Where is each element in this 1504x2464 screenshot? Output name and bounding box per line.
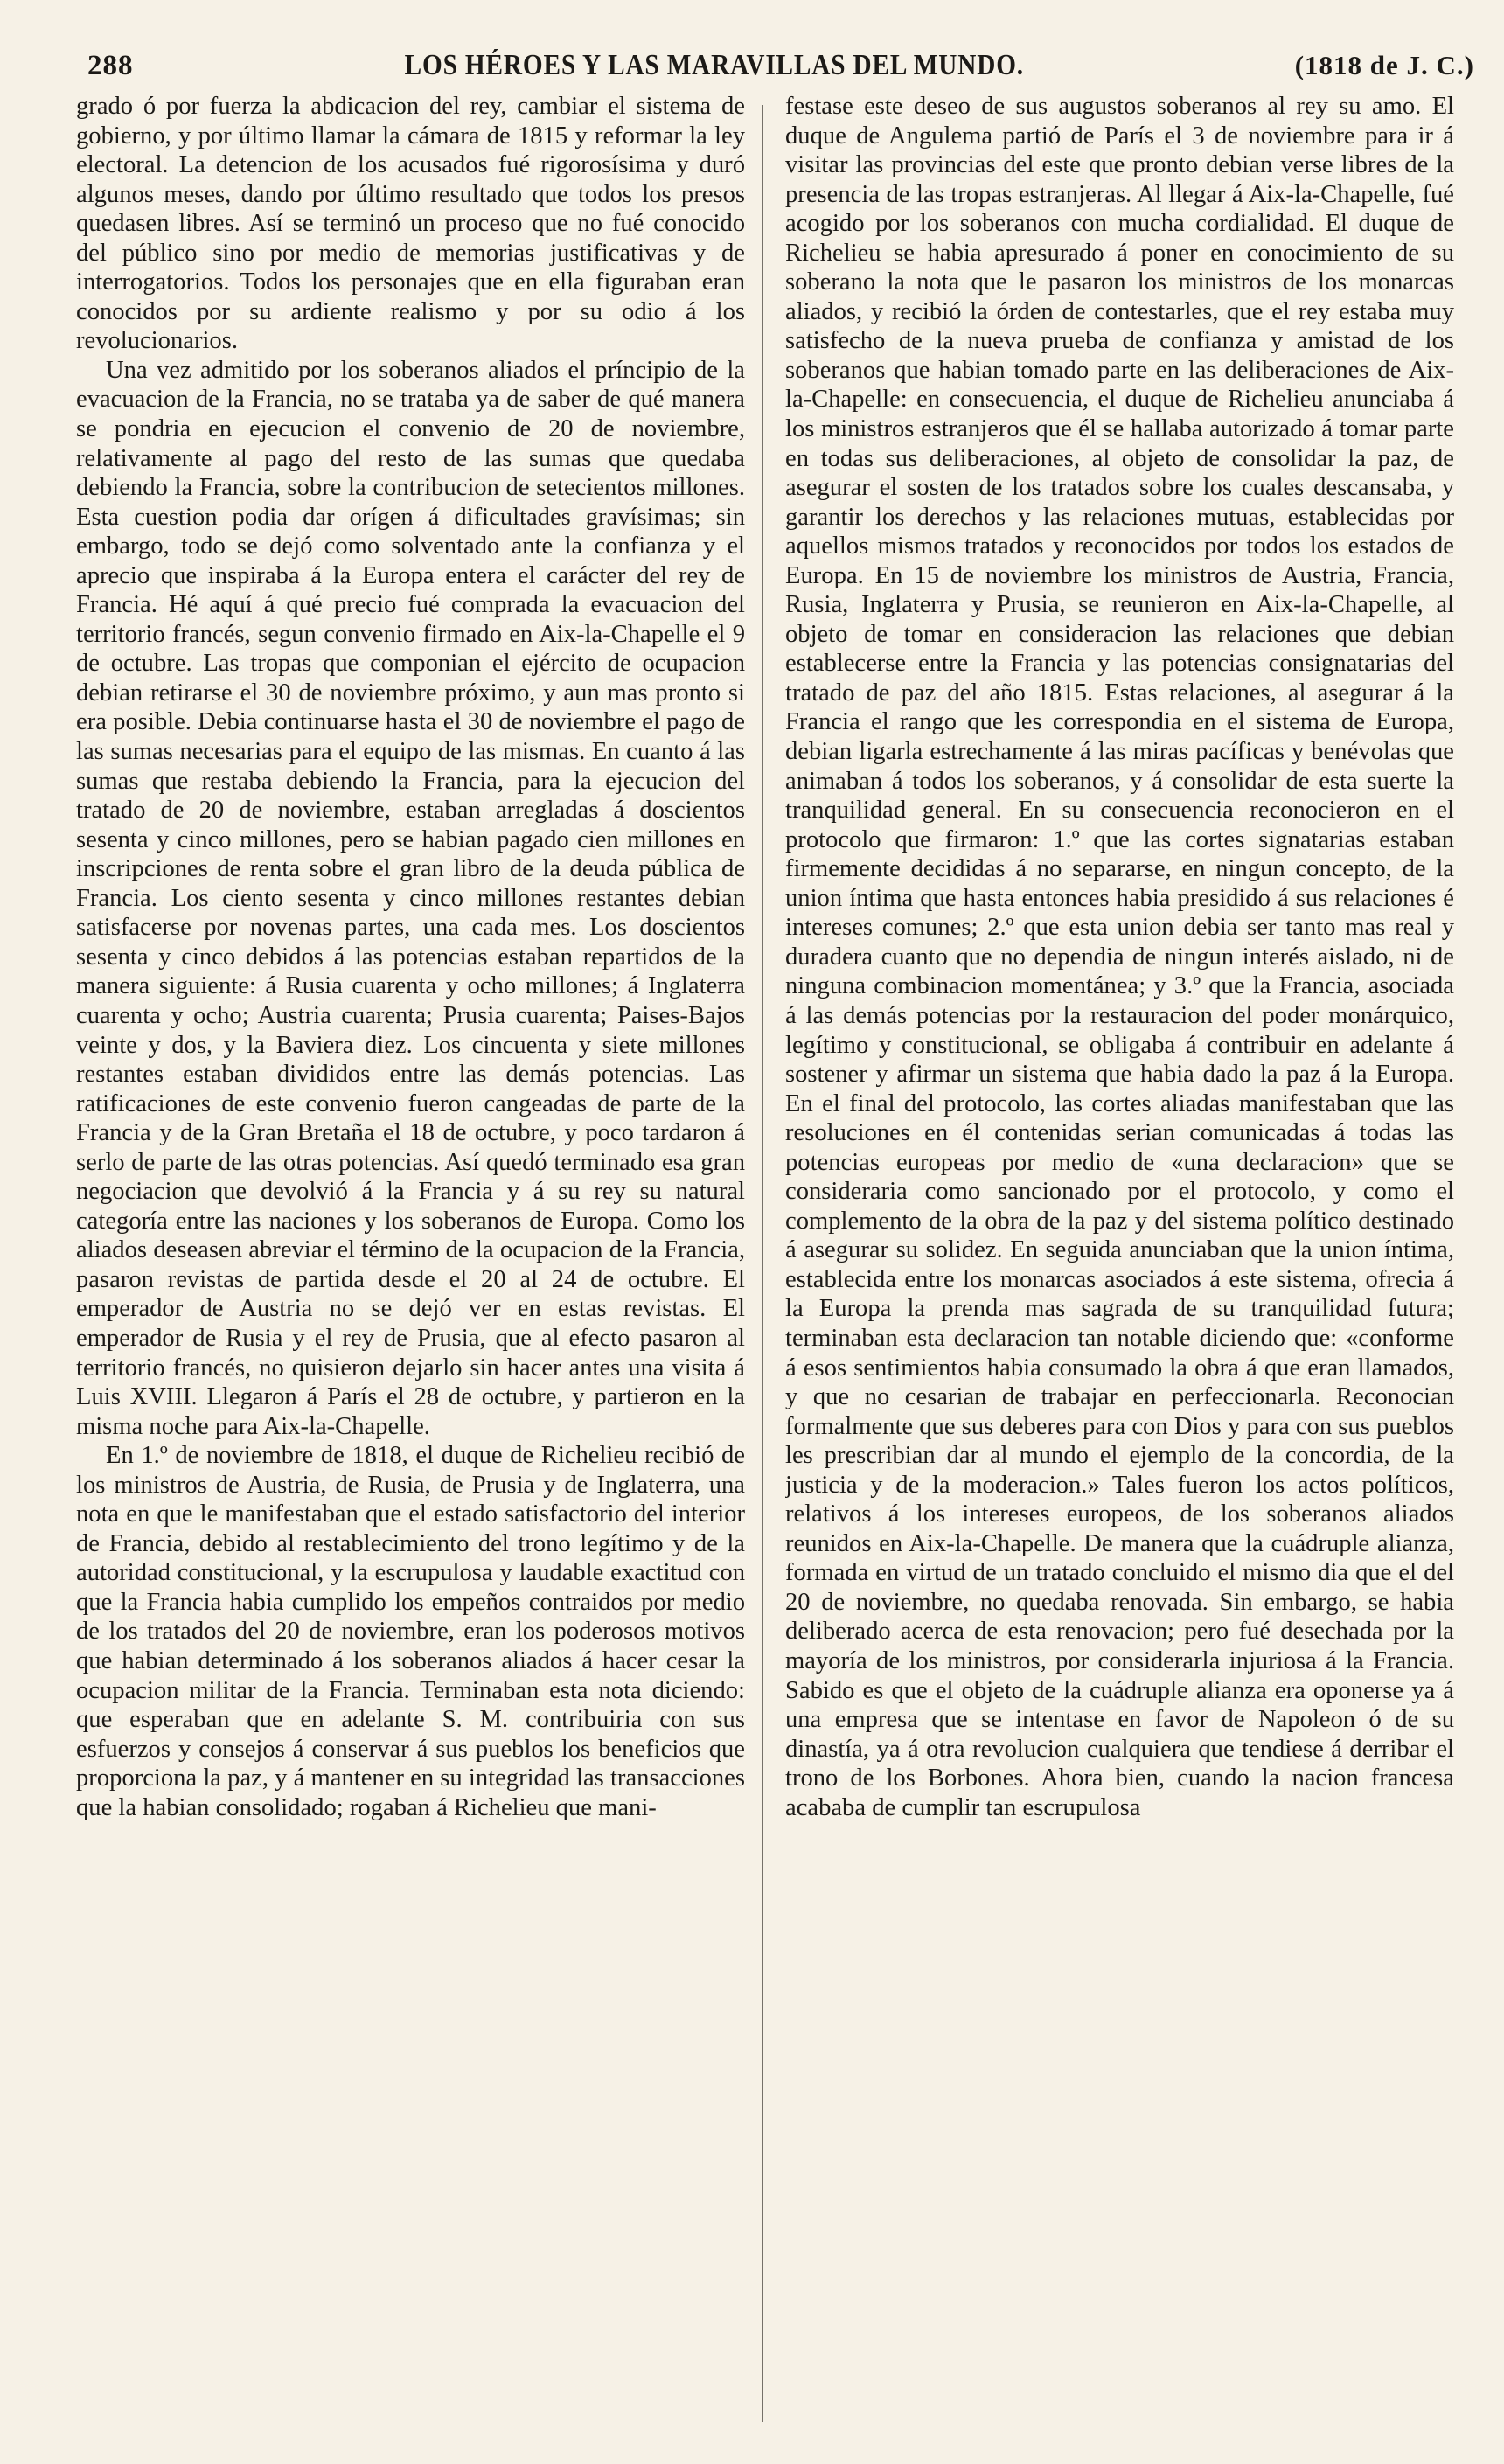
paragraph: En 1.º de noviembre de 1818, el duque de Richelieu recibió de los ministros de Austria, de Rusia, de Prusia y de Inglaterra, una nota en que le manifestaban que el estado satisfactorio del interior de Francia, debido al restablecimiento del trono legítimo y de la autoridad constitucional, y la escrupulosa y laudable exactitud con que la Francia habia cumplido los empeños contraidos por medio de los tratados del 20 de noviembre, eran los poderosos motivos que habian determinado á los soberanos aliados á hacer cesar la ocupacion militar de la Francia. Terminaban esta nota diciendo: que esperaban que en adelante S. M. contribuiria con sus esfuerzos y consejos á conservar á sus pueblos los beneficios que proporciona la paz, y á mantener en su integridad las transacciones que la habian consolidado; rogaban á Richelieu que mani- [76, 1442, 745, 1821]
page-number: 288 [87, 50, 134, 81]
left-column [76, 92, 745, 2444]
paragraph: grado ó por fuerza la abdicacion del rey, cambiar el sistema de gobierno, y por último llamar la cámara de 1815 y reformar la ley electoral. La detencion de los acusados fué rigorosísima y duró algunos meses, dando por último resultado que todos los presos quedasen libres. Así se terminó un proceso que no fué conocido del público sino por medio de memorias justificativas y de interrogatorios. Todos los personajes que en ella figuraban eran conocidos por su ardiente realismo y por su odio á los revolucionarios. [76, 93, 745, 355]
date-reference: (1818 de J. C.) [1294, 50, 1474, 80]
page-header [87, 49, 1474, 89]
paragraph: Una vez admitido por los soberanos aliados el príncipio de la evacuacion de la Francia, no se trataba ya de saber de qué manera se pondria en ejecucion el convenio de 20 de noviembre, relativamente al pago del resto de las sumas que quedaba debiendo la Francia, sobre la contribucion de setecientos millones. Esta cuestion podia dar orígen á dificultades gravísimas; sin embargo, todo se dejó como solventado ante la confianza y el aprecio que inspiraba á la Europa entera el carácter del rey de Francia. Hé aquí á qué precio fué comprada la evacuacion del territorio francés, segun convenio firmado en Aix-la-Chapelle el 9 de octubre. Las tropas que componian el ejército de ocupacion debian retirarse el 30 de noviembre próximo, y aun mas pronto si era posible. Debia continuarse hasta el 30 de noviembre el pago de las sumas necesarias para el equipo de las mismas. En cuanto á las sumas que restaba debiendo la Francia, para la ejecucion del tratado de 20 de noviembre, estaban arregladas á doscientos sesenta y cinco millones, pero se habian pagado cien millones en inscripciones de renta sobre el gran libro de la deuda pública de Francia. Los ciento sesenta y cinco millones restantes debian satisfacerse por novenas partes, una cada mes. Los doscientos sesenta y cinco debidos á las potencias estaban repartidos de la manera siguiente: á Rusia cuarenta y ocho millones; á Inglaterra cuarenta y ocho; Austria cuarenta; Prusia cuarenta; Paises-Bajos veinte y dos, y la Baviera diez. Los cincuenta y siete millones restantes estaban divididos entre las demás potencias. Las ratificaciones de este convenio fueron cangeadas de parte de la Francia y de la Gran Bretaña el 18 de octubre, y poco tardaron á serlo de parte de las otras potencias. Así quedó terminado esa gran negociacion que devolvió á la Francia y á su rey su natural categoría entre las naciones y los soberanos de Europa. Como los aliados deseasen abreviar el término de la ocupacion de la Francia, pasaron revistas de partida desde el 20 al 24 de octubre. El emperador de Austria no se dejó ver en estas revistas. El emperador de Rusia y el rey de Prusia, que al efecto pasaron al territorio francés, no quisieron dejarlo sin hacer antes una visita á Luis XVIII. Llegaron á París el 28 de octubre, y partieron en la misma noche para Aix-la-Chapelle. [76, 356, 745, 1440]
column-divider [762, 105, 763, 2422]
right-column [785, 92, 1454, 2444]
running-title: LOS HÉROES Y LAS MARAVILLAS DEL MUNDO. [404, 49, 1024, 81]
paragraph: festase este deseo de sus augustos soberanos al rey su amo. El duque de Angulema partió de París el 3 de noviembre para ir á visitar las provincias del este que pronto debian verse libres de la presencia de las tropas estranjeras. Al llegar á Aix-la-Chapelle, fué acogido por los soberanos con mucha cordialidad. El duque de Richelieu se habia apresurado á poner en conocimiento de su soberano la nota que le pasaron los ministros de los monarcas aliados, y recibió la órden de contestarles, que el rey estaba muy satisfecho de la nueva prueba de confianza y amistad de los soberanos que habian tomado parte en las deliberaciones de Aix-la-Chapelle: en consecuencia, el duque de Richelieu anunciaba á los ministros estranjeros que él se hallaba autorizado á tomar parte en todas sus deliberaciones, al objeto de consolidar la paz, de asegurar el sosten de los tratados sobre los cuales descansaba, y garantir los derechos y las relaciones mutuas, establecidas por aquellos mismos tratados y reconocidos por todos los estados de Europa. En 15 de noviembre los ministros de Austria, Francia, Rusia, Inglaterra y Prusia, se reunieron en Aix-la-Chapelle, al objeto de tomar en consideracion las relaciones que debian establecerse entre la Francia y las potencias consignatarias del tratado de paz del año 1815. Estas relaciones, al asegurar á la Francia el rango que les correspondia en el sistema de Europa, debian ligarla estrechamente á las miras pacíficas y benévolas que animaban á todos los soberanos, y á consolidar de esta suerte la tranquilidad general. En su consecuencia reconocieron en el protocolo que firmaron: 1.º que las cortes signatarias estaban firmemente decididas á no separarse, en ningun concepto, de la union íntima que hasta entonces habia presidido á sus relaciones é intereses comunes; 2.º que esta union debia ser tanto mas real y duradera cuanto que no dependia de ningun interés aislado, ni de ninguna combinacion momentánea; y 3.º que la Francia, asociada á las demás potencias por la restauracion del poder monárquico, legítimo y constitucional, se obligaba á contribuir en adelante á sostener y afirmar un sistema que habia dado la paz á la Europa. En el final del protocolo, las cortes aliadas manifestaban que las resoluciones en él contenidas serian comunicadas á todas las potencias europeas por medio de «una declaracion» que se consideraria como sancionado por el protocolo, y como el complemento de la obra de la paz y del sistema político destinado á asegurar su solidez. En seguida anunciaban que la union íntima, establecida entre los monarcas asociados á este sistema, ofrecia á la Europa la prenda mas sagrada de su tranquilidad futura; terminaban esta declaracion tan notable diciendo que: «conforme á esos sentimientos habia consumado la obra á que eran llamados, y que no cesarian de trabajar en perfeccionarla. Reconocian formalmente que sus deberes para con Dios y para con sus pueblos les prescribian dar al mundo el ejemplo de la concordia, de la justicia y de la moderacion.» Tales fueron los actos políticos, relativos á los intereses europeos, de los soberanos aliados reunidos en Aix-la-Chapelle. De manera que la cuádruple alianza, formada en virtud de un tratado concluido el mismo dia que el del 20 de noviembre, no quedaba renovada. Sin embargo, se habia deliberado acerca de esta renovacion; pero fué desechada por la mayoría de los ministros, por considerarla injuriosa á la Francia. Sabido es que el objeto de la cuádruple alianza era oponerse ya á una empresa que se intentase en favor de Napoleon ó de su dinastía, ya á otra revolucion cualquiera que tendiese á derribar el trono de los Borbones. Ahora bien, cuando la nacion francesa acababa de cumplir tan escrupulosa [785, 93, 1454, 1821]
